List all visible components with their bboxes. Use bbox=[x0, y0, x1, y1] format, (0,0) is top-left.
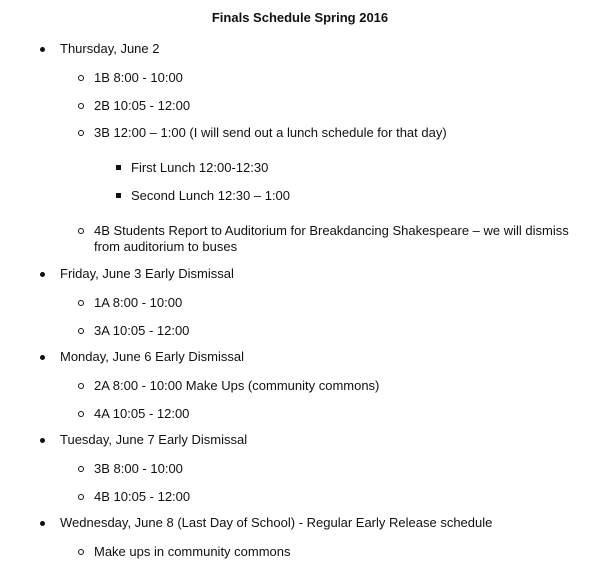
circle-bullet-icon bbox=[78, 75, 84, 81]
list-item: 4B Students Report to Auditorium for Breakdancing Shakespeare – we will dismiss from auditorium to buses bbox=[94, 223, 569, 254]
list-item: 4B 10:05 - 12:00 bbox=[94, 489, 191, 504]
square-bullet-icon bbox=[116, 193, 121, 198]
day-heading-monday: Monday, June 6 Early Dismissal bbox=[60, 349, 244, 364]
disc-bullet-icon bbox=[40, 47, 45, 52]
list-item: 2A 8:00 - 10:00 Make Ups (community commons) bbox=[94, 378, 380, 393]
circle-bullet-icon bbox=[78, 130, 84, 136]
disc-bullet-icon bbox=[40, 272, 45, 277]
circle-bullet-icon bbox=[78, 228, 84, 234]
circle-bullet-icon bbox=[78, 383, 84, 389]
list-item: 4A 10:05 - 12:00 bbox=[94, 406, 190, 421]
list-item: 3B 8:00 - 10:00 bbox=[94, 461, 183, 476]
disc-bullet-icon bbox=[40, 355, 45, 360]
list-item: 1A 8:00 - 10:00 bbox=[94, 295, 183, 310]
list-item: Make ups in community commons bbox=[94, 544, 291, 559]
circle-bullet-icon bbox=[78, 494, 84, 500]
circle-bullet-icon bbox=[78, 411, 84, 417]
day-heading-thursday: Thursday, June 2 bbox=[60, 41, 160, 56]
circle-bullet-icon bbox=[78, 328, 84, 334]
disc-bullet-icon bbox=[40, 521, 45, 526]
list-item: First Lunch 12:00-12:30 bbox=[131, 160, 269, 175]
list-item: 2B 10:05 - 12:00 bbox=[94, 98, 191, 113]
day-heading-friday: Friday, June 3 Early Dismissal bbox=[60, 266, 234, 281]
circle-bullet-icon bbox=[78, 103, 84, 109]
page-title: Finals Schedule Spring 2016 bbox=[211, 10, 389, 25]
circle-bullet-icon bbox=[78, 549, 84, 555]
list-item: 3A 10:05 - 12:00 bbox=[94, 323, 190, 338]
disc-bullet-icon bbox=[40, 438, 45, 443]
day-heading-tuesday: Tuesday, June 7 Early Dismissal bbox=[60, 432, 248, 447]
circle-bullet-icon bbox=[78, 466, 84, 472]
list-item: 3B 12:00 – 1:00 (I will send out a lunch schedule for that day) bbox=[94, 125, 447, 140]
list-item: Second Lunch 12:30 – 1:00 bbox=[131, 188, 291, 203]
list-item: 1B 8:00 - 10:00 bbox=[94, 70, 183, 85]
day-heading-wednesday: Wednesday, June 8 (Last Day of School) - Regular Early Release schedule bbox=[60, 515, 493, 530]
square-bullet-icon bbox=[116, 165, 121, 170]
circle-bullet-icon bbox=[78, 300, 84, 306]
